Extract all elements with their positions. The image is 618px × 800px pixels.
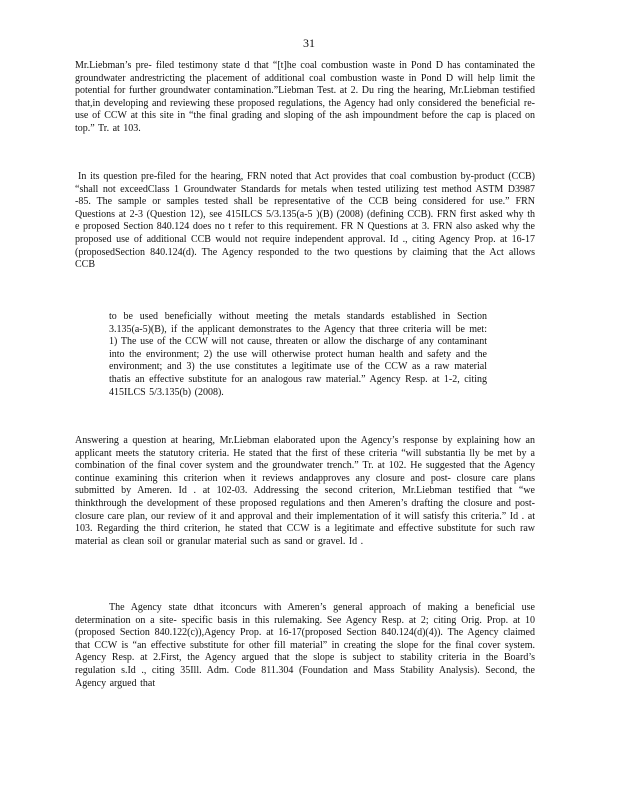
page-number: 31 — [303, 36, 315, 50]
paragraph-frn-question: In its question pre-filed for the hearing, FRN noted that Act provides that coal combustion by-product (CCB) “shall not exceedClass 1 Groundwater Standards for metals when tested utilizing test method ASTM D3987 -85. The sample or samples tested shall be representative of the CCB being considered for use.” FRN Questions at 2-3 (Question 12), see 415ILCS 5/3.135(a-5 )(B) (2008) (defining CCB). FRN first asked why th e proposed Section 840.124 does no t refer to this requirement. FR N Questions at 3. FRN also asked why the proposed use of additional CCB would not require independent approval. Id ., citing Agency Prop. at 16-17 (proposedSection 840.124(d). The Agency responded to the two questions by claiming that the Act allows CCB — [75, 171, 535, 271]
paragraph-hearing-answer: Answering a question at hearing, Mr.Liebman elaborated upon the Agency’s response by explaining how an applicant meets the statutory criteria. He stated that the first of these criteria “will substantia lly be met by a combination of the final cover system and the groundwater trench.” Tr. at 102. He suggested that the Agency continue examining this criterion when it reviews andapproves any closure and post- closure care plans submitted by Ameren. Id . at 102-03. Addressing the second criterion, Mr.Liebman testified that “we thinkthrough the development of these proposed regulations and then Ameren’s drafting the closure and post-closure care plan, our review of it and approval and their implementation of it will satisfy this criteria.” Id . at 103. Regarding the third criterion, he stated that CCW is a legitimate and effective substitute for such raw material as clean soil or granular material such as sand or gravel. Id . — [75, 435, 535, 547]
paragraph-agency-concurs: The Agency state dthat itconcurs with Ameren’s general approach of making a beneficial use determination on a site- specific basis in this rulemaking. See Agency Resp. at 2; citing Orig. Prop. at 10 (proposed Section 840.122(c)),Agency Prop. at 16-17(proposed Section 840.124(d)(4)). The Agency claimed that CCW is “an effective substitute for other fill material” in creating the slope for the final cover system. Agency Resp. at 2.First, the Agency argued that the slope is subject to stability criteria in the Board’s regulation s.Id ., citing 35Ill. Adm. Code 811.304 (Foundation and Mass Stability Analysis). Second, the Agency argued that — [75, 602, 535, 689]
paragraph-liebman-testimony: Mr.Liebman’s pre- filed testimony state d that “[t]he coal combustion waste in Pond D has contaminated the groundwater andrestricting the placement of additional coal combustion waste in Pond D will help limit the potential for further groundwater contamination.”Liebman Test. at 2. Du ring the hearing, Mr.Liebman testified that,in developing and reviewing these proposed regulations, the Agency had only considered the beneficial re- use of CCW at this site in “the final grading and sloping of the ash impoundment before the cap is placed on top.” Tr. at 103. — [75, 60, 535, 134]
block-quote-agency-response: to be used beneficially without meeting the metals standards established in Section 3.135(a-5)(B), if the applicant demonstrates to the Agency that three criteria will be met: 1) The use of the CCW will not cause, threaten or allow the discharge of any contaminant into the environment; 2) the use will otherwise protect human health and safety and the environment; and 3) the use constitutes a legitimate use of the CCW as a raw material thatis an effective substitute for an analogous raw material.” Agency Resp. at 1-2, citing 415ILCS 5/3.135(b) (2008). — [109, 311, 487, 398]
